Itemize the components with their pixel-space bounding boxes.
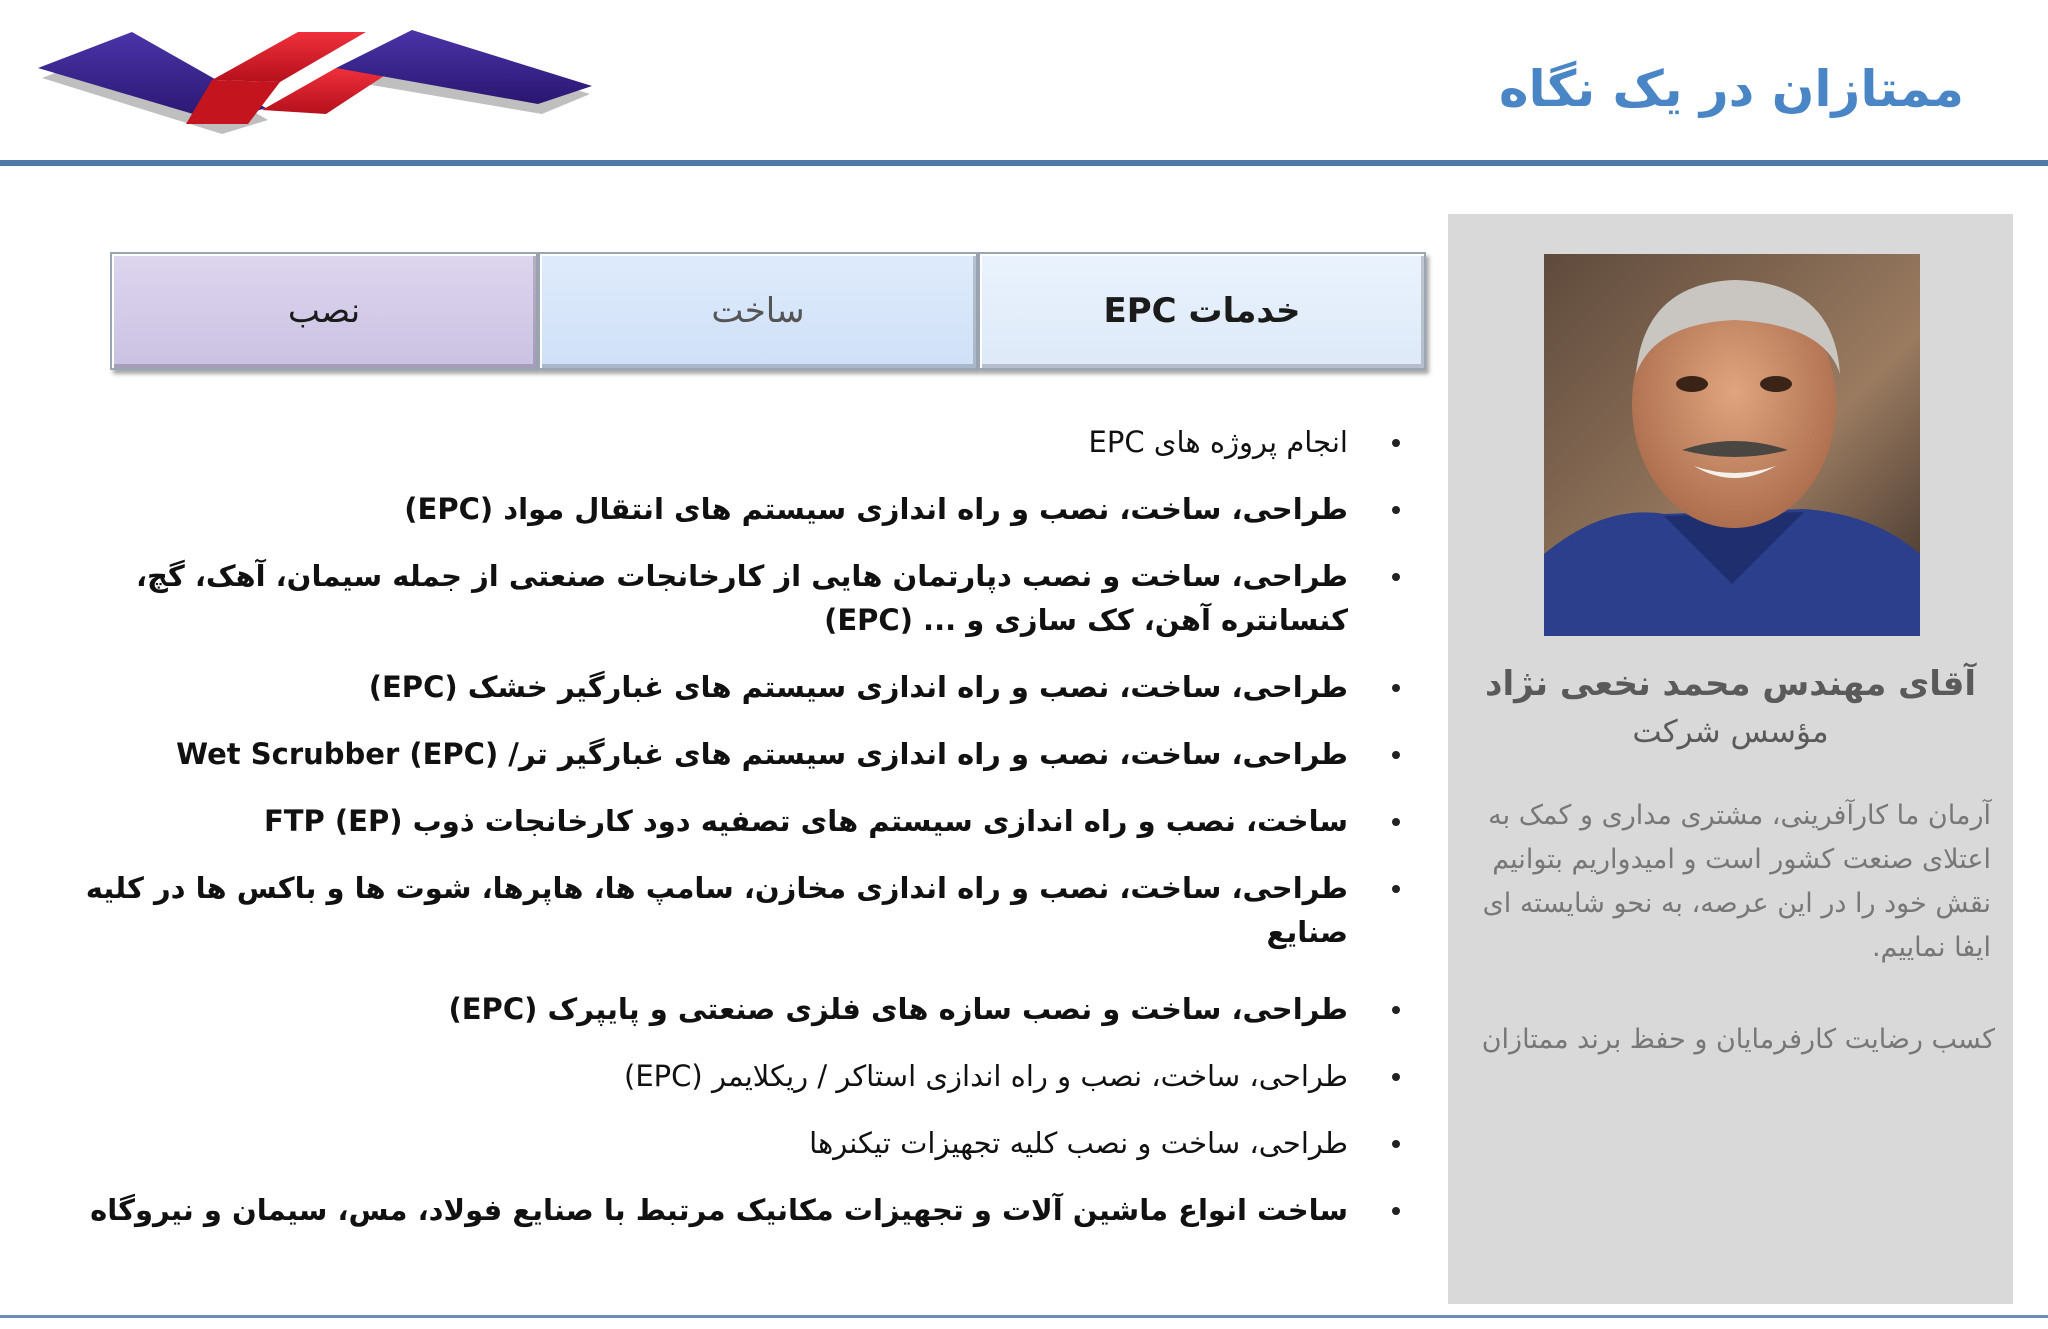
list-item: ساخت، نصب و راه اندازی سیستم های تصفیه دود کارخانجات ذوب FTP (EP) <box>70 799 1400 843</box>
list-item: طراحی، ساخت، نصب و راه اندازی سیستم های غبارگیر خشک (EPC) <box>70 665 1400 709</box>
list-item: طراحی، ساخت و نصب سازه های فلزی صنعتی و پایپرک (EPC) <box>70 987 1400 1031</box>
list-item: انجام پروژه های EPC <box>70 420 1400 464</box>
tab-install[interactable]: نصب <box>110 252 538 370</box>
services-list <box>70 420 1400 1232</box>
tab-epc-services[interactable]: خدمات EPC <box>978 252 1426 370</box>
page-title: ممتازان در یک نگاه <box>1498 60 1964 118</box>
founder-name: آقای مهندس محمد نخعی نژاد <box>1485 664 1976 704</box>
founder-role: مؤسس شرکت <box>1632 714 1829 750</box>
list-item: طراحی، ساخت، نصب و راه اندازی استاکر / ریکلایمر (EPC) <box>70 1054 1400 1098</box>
list-item: طراحی، ساخت، نصب و راه اندازی سیستم های غبارگیر تر/ Wet Scrubber (EPC) <box>70 732 1400 776</box>
list-item: ساخت انواع ماشین آلات و تجهیزات مکانیک مرتبط با صنایع فولاد، مس، سیمان و نیروگاه <box>70 1188 1400 1232</box>
list-item: طراحی، ساخت و نصب دپارتمان هایی از کارخانجات صنعتی از جمله سیمان، آهک، گچ، کنسانتره آهن، کک سازی و ... (EPC) <box>70 554 1400 642</box>
list-item: طراحی، ساخت، نصب و راه اندازی سیستم های انتقال مواد (EPC) <box>70 487 1400 531</box>
goal-text: کسب رضایت کارفرمایان و حفظ برند ممتازان <box>1481 1024 1995 1055</box>
vision-text: آرمان ما کارآفرینی، مشتری مداری و کمک به اعتلای صنعت کشور است و امیدواریم بتوانیم نقش خود را در این عرصه، به نحو شایسته ای ایفا نماییم. <box>1482 800 1991 963</box>
service-tabs <box>110 252 1426 370</box>
tab-build[interactable]: ساخت <box>538 252 978 370</box>
founder-panel <box>1448 214 2013 1304</box>
company-logo <box>36 28 602 136</box>
footer-divider <box>0 1315 2048 1318</box>
list-item: طراحی، ساخت، نصب و راه اندازی مخازن، سامپ ها، هاپرها، شوت ها و باکس ها در کلیه صنایع <box>70 866 1400 954</box>
founder-photo <box>1544 254 1920 636</box>
title-divider <box>0 160 2048 166</box>
list-item: طراحی، ساخت و نصب کلیه تجهیزات تیکنرها <box>70 1121 1400 1165</box>
